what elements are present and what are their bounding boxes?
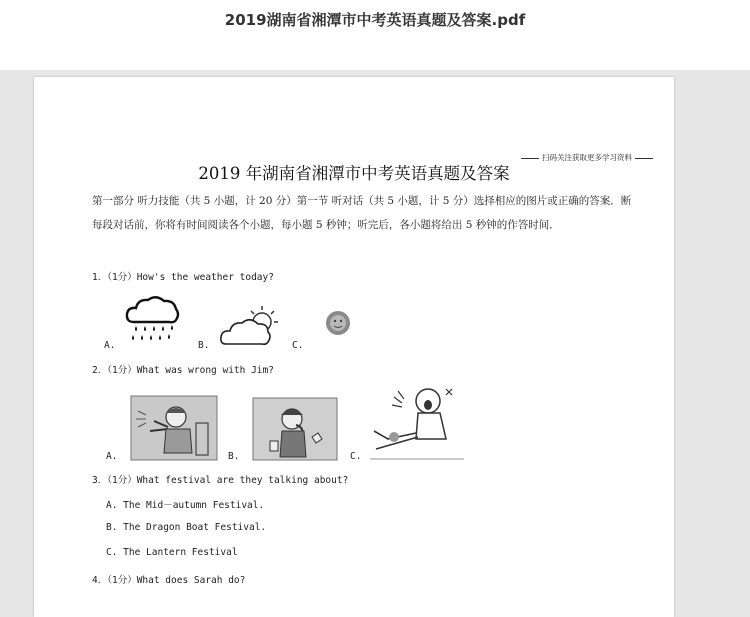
- document-page: [34, 77, 674, 617]
- hurt-knee-boy-icon: [368, 383, 468, 461]
- q3-option-a: A. The Mid－autumn Festival.: [106, 500, 265, 511]
- toothache-boy-icon: [252, 397, 338, 461]
- file-title: 2019湖南省湘潭市中考英语真题及答案.pdf: [224, 11, 526, 29]
- question-4: 4．（1分）What does Sarah do?: [92, 575, 246, 586]
- sun-icon: [322, 308, 354, 338]
- section-instructions: 第一部分 听力技能（共 5 小题，计 20 分）第一节 听对话（共 5 小题，计 5 分）选择相应的图片或正确的答案．断每段对话前，你将有时间阅读各个小题，每小题 5 秒钟；听完后，各小题将给出 5 秒钟的作答时间．: [92, 195, 632, 231]
- divider-right: [635, 158, 653, 159]
- q2-option-a: A.: [106, 451, 118, 462]
- viewer-toolbar: [0, 0, 750, 70]
- divider-left: [521, 158, 539, 159]
- question-1: 1．（1分）How's the weather today?: [92, 272, 274, 283]
- q1-option-c: C.: [292, 340, 304, 351]
- q1-option-b: B.: [198, 340, 210, 351]
- q2-option-b: B.: [228, 451, 240, 462]
- notice-text: 扫码关注获取更多学习资料: [542, 153, 632, 162]
- coughing-boy-icon: [130, 395, 218, 461]
- q1-option-a: A.: [104, 340, 116, 351]
- q3-option-c: C. The Lantern Festival: [106, 547, 238, 558]
- rain-cloud-icon: [124, 292, 180, 346]
- question-2: 2．（1分）What was wrong with Jim?: [92, 365, 274, 376]
- question-3: 3．（1分）What festival are they talking about?: [92, 475, 349, 486]
- q2-option-c: C.: [350, 451, 362, 462]
- q3-option-b: B. The Dragon Boat Festival.: [106, 522, 267, 533]
- sun-behind-cloud-icon: [220, 302, 284, 350]
- exam-title: 2019 年湖南省湘潭市中考英语真题及答案: [198, 164, 510, 183]
